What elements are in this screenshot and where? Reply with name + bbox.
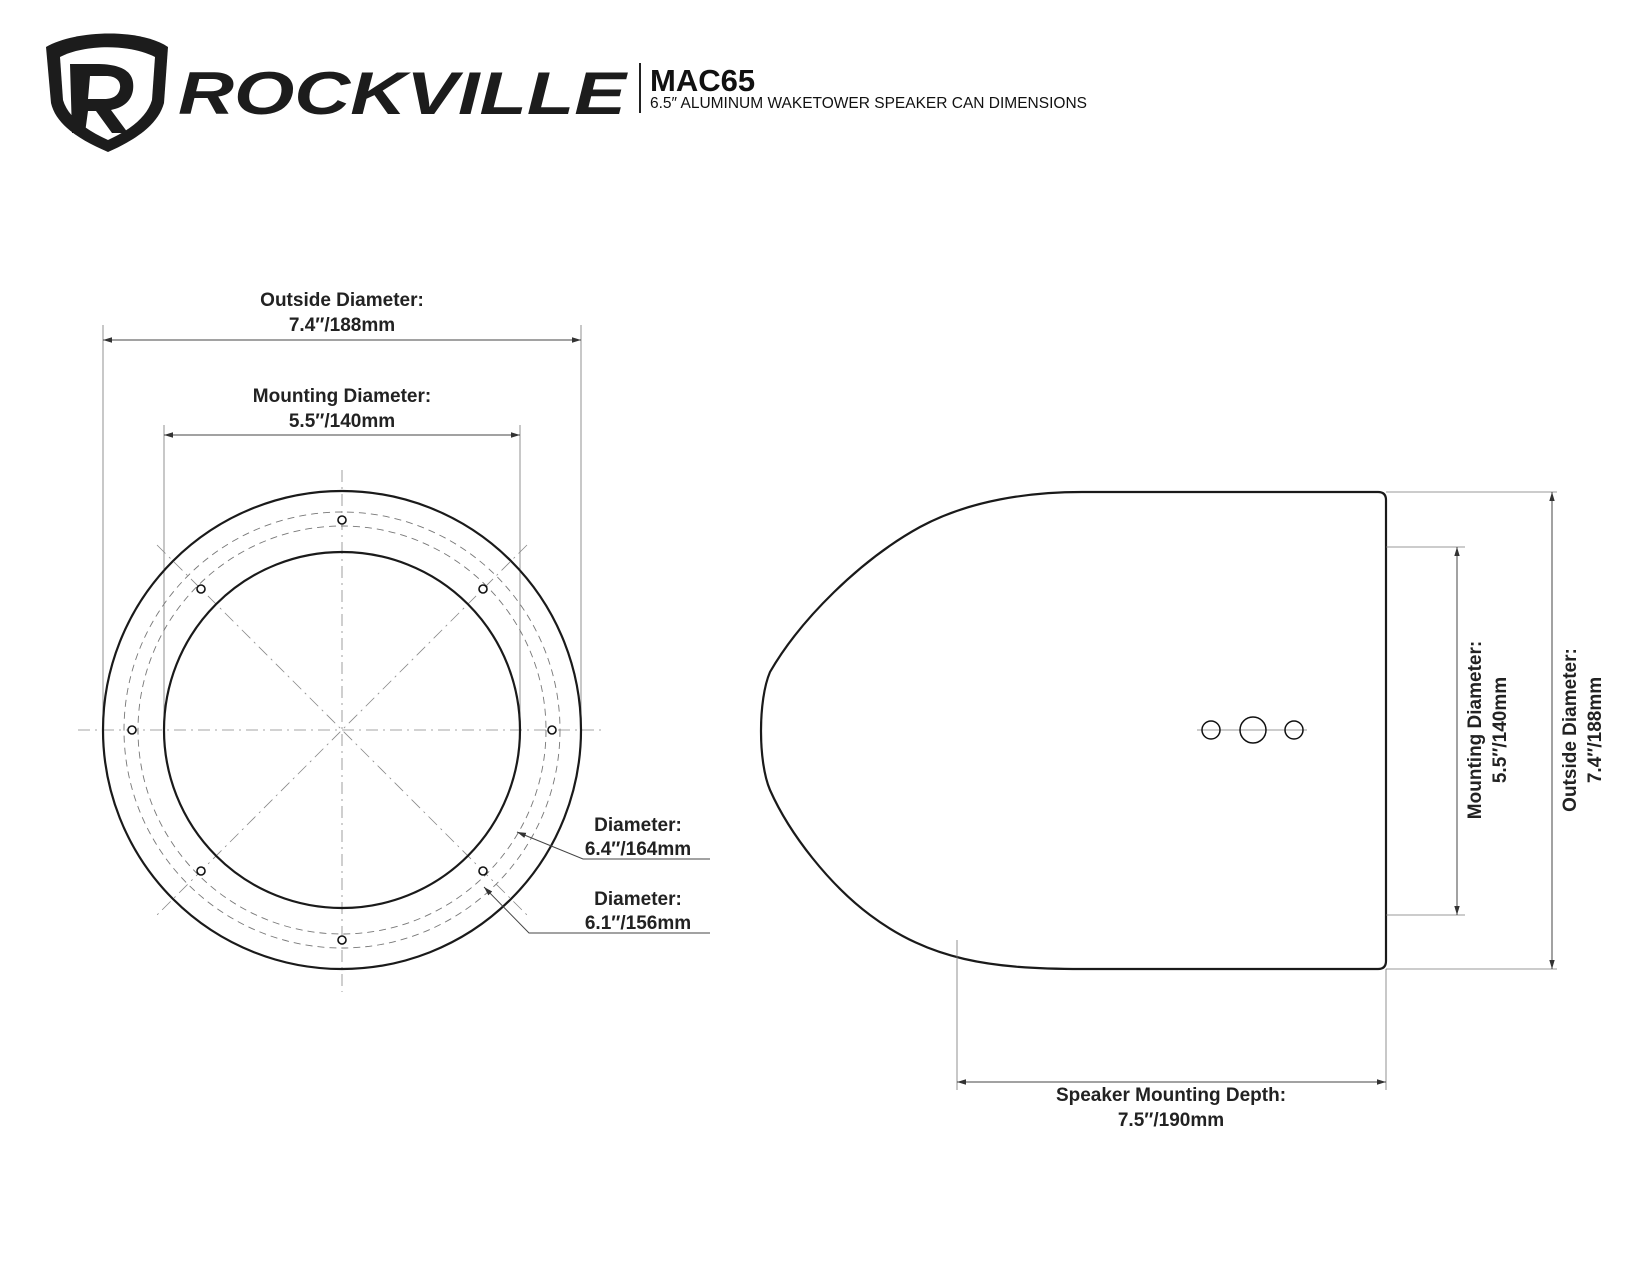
- mounting-depth-value: 7.5″/190mm: [1117, 1110, 1225, 1131]
- mounting-hole: [479, 867, 487, 875]
- front-outside-diameter-value: 7.4″/188mm: [288, 315, 396, 336]
- mounting-hole: [479, 585, 487, 593]
- mounting-hole: [197, 867, 205, 875]
- bolt-circle-outer-label: Diameter:: [594, 815, 682, 836]
- rockville-shield-logo: [46, 33, 168, 152]
- speaker-can-body: [761, 492, 1386, 969]
- front-mounting-diameter-label: Mounting Diameter:: [252, 386, 432, 407]
- bolt-circle-outer-value: 6.4″/164mm: [584, 839, 692, 860]
- model-name: MAC65: [650, 63, 756, 98]
- side-outside-diameter-label: Outside Diameter:: [1560, 648, 1581, 812]
- header: [46, 33, 1087, 152]
- mounting-hole: [338, 516, 346, 524]
- mounting-hole: [338, 936, 346, 944]
- bolt-circle-inner-value: 6.1″/156mm: [584, 913, 692, 934]
- side-mounting-diameter-value: 5.5″/140mm: [1490, 676, 1511, 784]
- drawing-subtitle: 6.5″ ALUMINUM WAKETOWER SPEAKER CAN DIMENSIONS: [650, 95, 1087, 112]
- brand-wordmark: ROCKVILLE: [178, 60, 629, 127]
- side-outside-diameter-value: 7.4″/188mm: [1585, 676, 1606, 784]
- mounting-hole: [128, 726, 136, 734]
- front-outside-diameter-label: Outside Diameter:: [260, 290, 424, 311]
- mounting-depth-label: Speaker Mounting Depth:: [1055, 1085, 1287, 1106]
- front-view: [78, 290, 710, 992]
- bolt-circle-inner-label: Diameter:: [594, 889, 682, 910]
- side-mounting-diameter-label: Mounting Diameter:: [1465, 640, 1486, 820]
- mounting-hole: [197, 585, 205, 593]
- front-mounting-diameter-value: 5.5″/140mm: [288, 411, 396, 432]
- mounting-hole: [548, 726, 556, 734]
- side-view: [761, 492, 1606, 1131]
